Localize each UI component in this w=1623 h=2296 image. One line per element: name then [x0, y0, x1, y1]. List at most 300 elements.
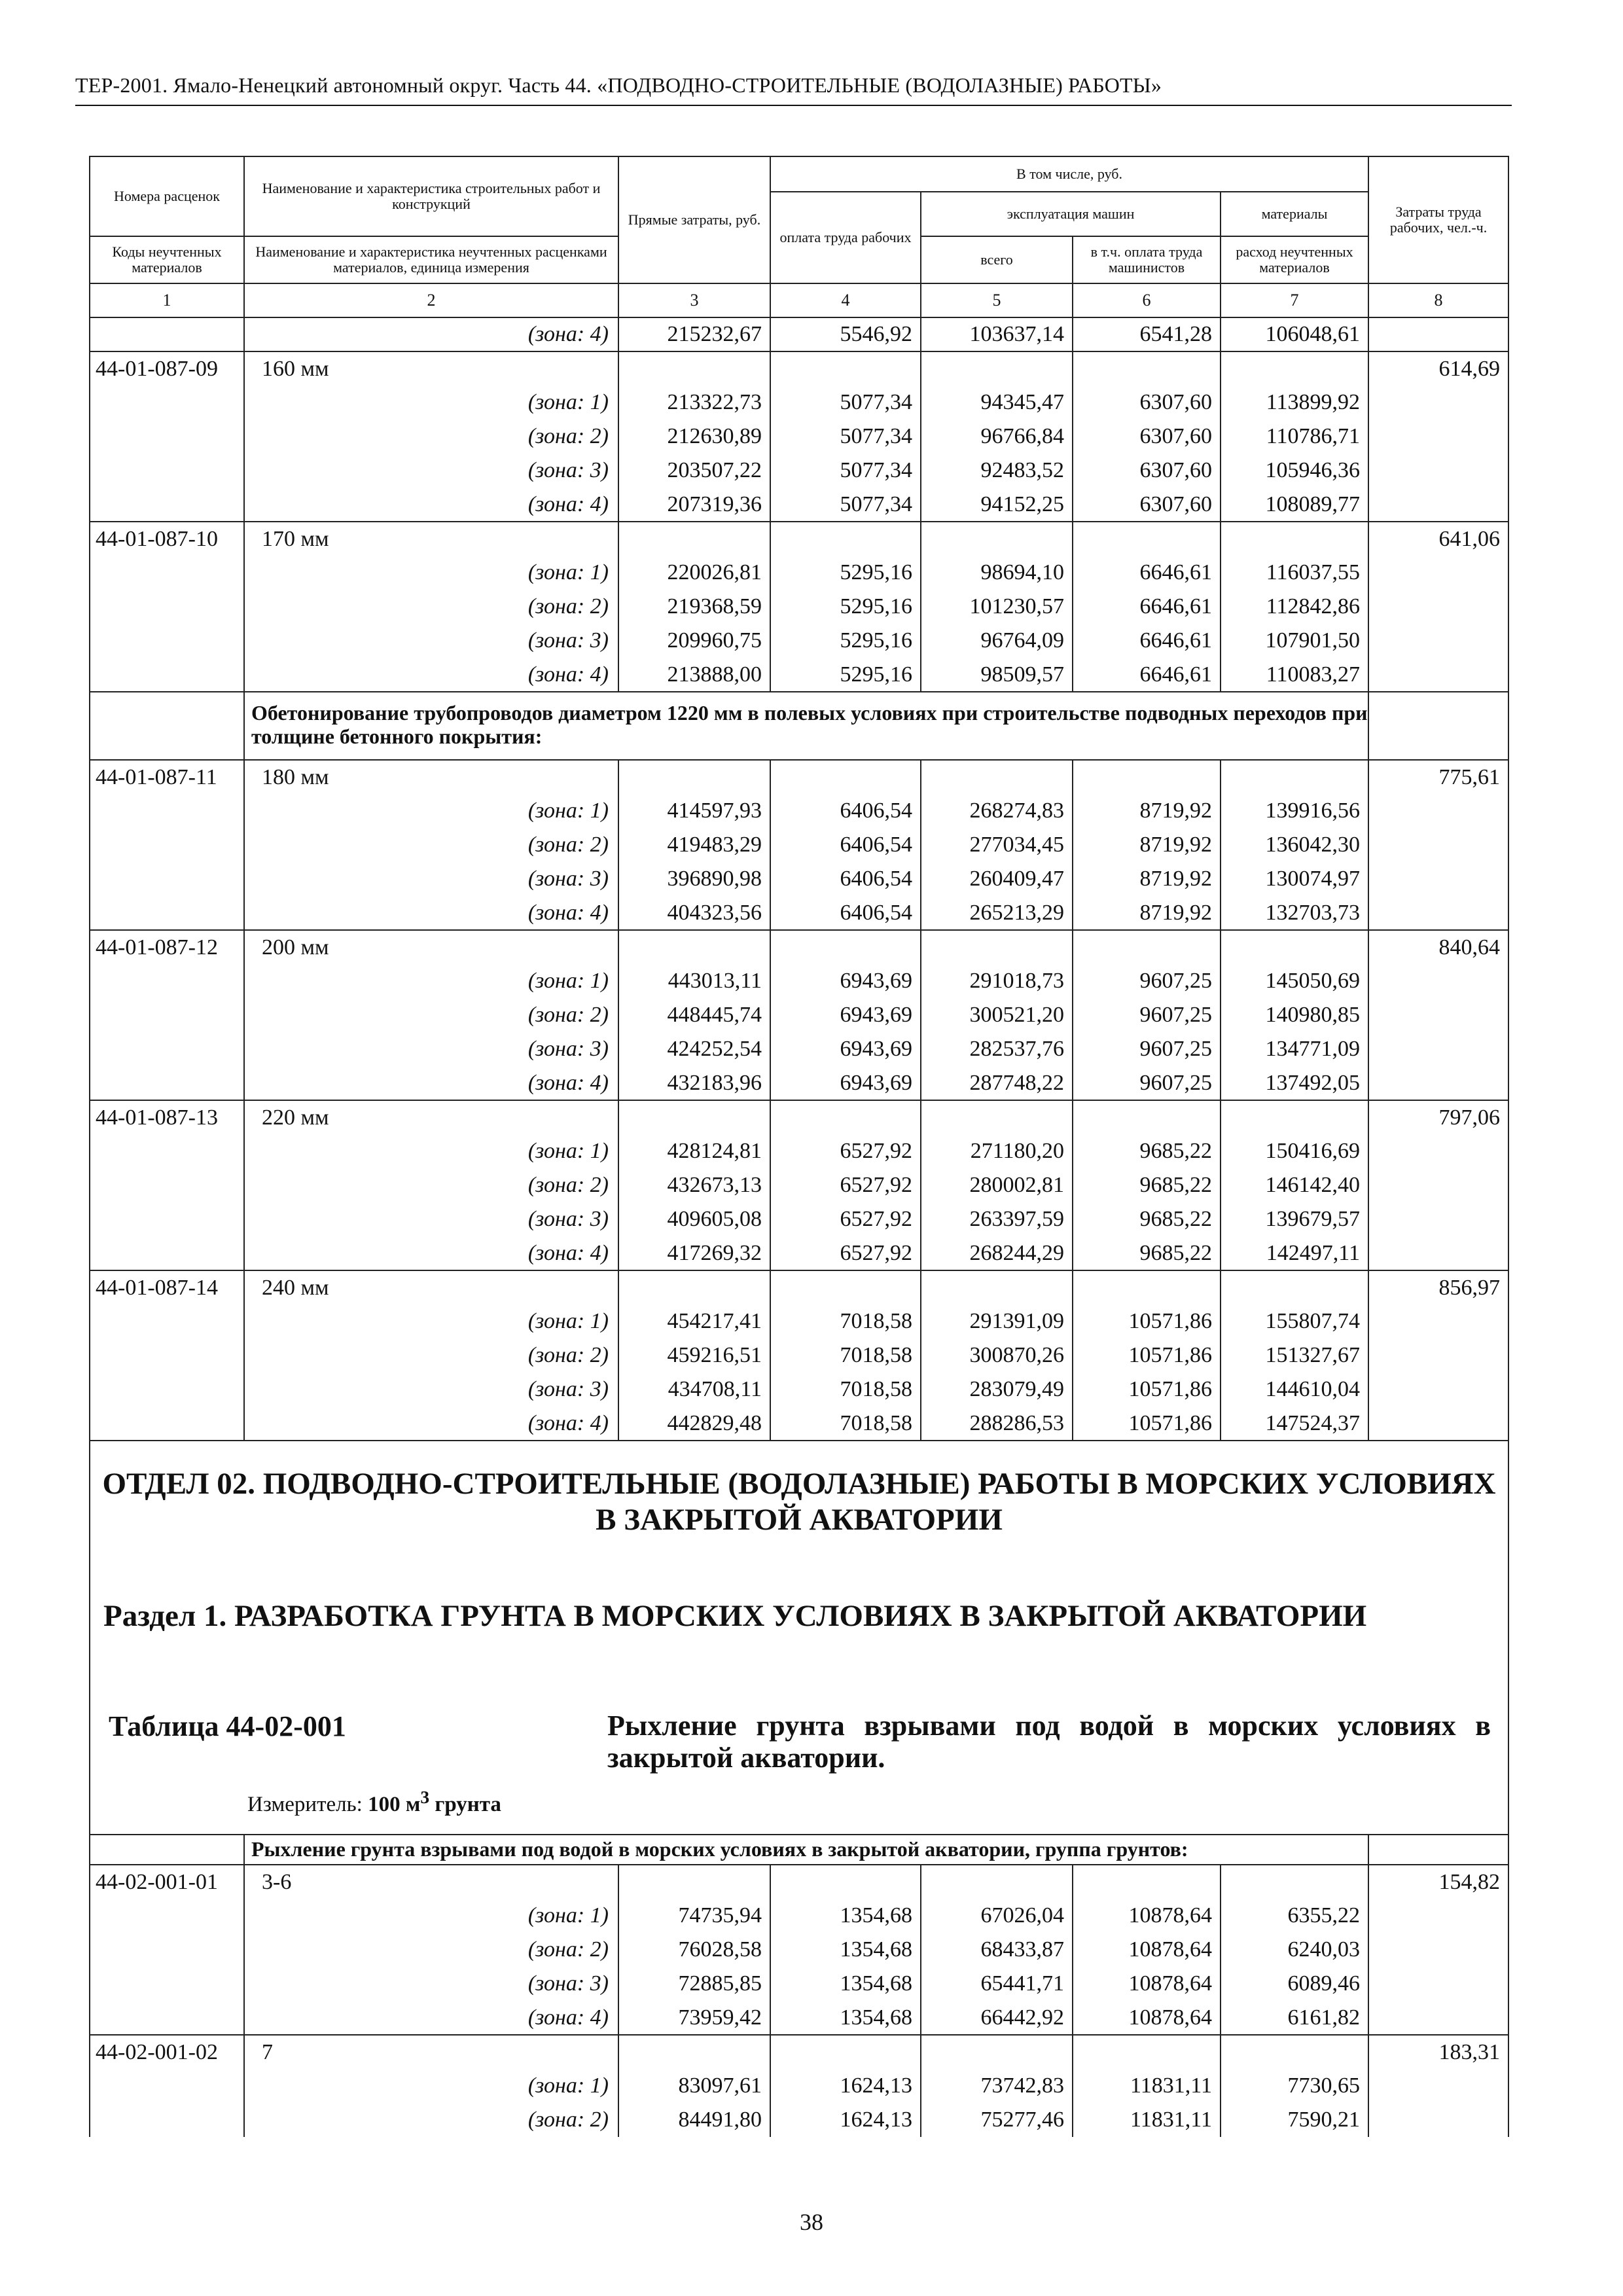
labor-cost-cell	[1368, 454, 1508, 488]
operators-pay-cell: 11831,11	[1073, 2103, 1221, 2137]
code-cell	[90, 692, 244, 760]
rate-code: 44-01-087-14	[90, 1270, 244, 1304]
machines-cell: 98509,57	[921, 658, 1073, 692]
rate-header-row	[90, 760, 1508, 794]
operators-pay-cell: 9685,22	[1073, 1168, 1221, 1202]
labor-cost-cell	[1368, 1338, 1508, 1372]
direct-cost-cell: 428124,81	[618, 1134, 770, 1168]
materials-cell: 106048,61	[1221, 317, 1368, 351]
table-row	[90, 1899, 1508, 1933]
code-cell	[90, 1202, 244, 1236]
zone-label: (зона: 2)	[244, 420, 618, 454]
labor-cost-cell	[1368, 1168, 1508, 1202]
operators-pay-cell: 9685,22	[1073, 1202, 1221, 1236]
operators-pay-cell: 10878,64	[1073, 1967, 1221, 2001]
labor-cost-cell	[1368, 1032, 1508, 1066]
materials-cell: 6355,22	[1221, 1899, 1368, 1933]
labor-cost-cell	[1368, 488, 1508, 522]
machines-cell: 92483,52	[921, 454, 1073, 488]
labor-pay-cell: 5077,34	[770, 454, 921, 488]
materials-cell: 6089,46	[1221, 1967, 1368, 2001]
operators-pay-cell: 9607,25	[1073, 1066, 1221, 1100]
labor-cost-cell	[1368, 896, 1508, 930]
labor-cost-cell: 856,97	[1368, 1270, 1508, 1304]
table-row	[90, 1202, 1508, 1236]
materials-cell	[1221, 930, 1368, 964]
direct-cost-cell	[618, 1100, 770, 1134]
code-cell	[90, 488, 244, 522]
machines-cell: 283079,49	[921, 1372, 1073, 1407]
labor-pay-cell: 5295,16	[770, 624, 921, 658]
materials-cell	[1221, 2035, 1368, 2069]
machines-cell: 271180,20	[921, 1134, 1073, 1168]
rate-header-row	[90, 2035, 1508, 2069]
direct-cost-cell: 212630,89	[618, 420, 770, 454]
zone-label: (зона: 1)	[244, 794, 618, 828]
rate-group-list	[90, 351, 1508, 692]
direct-cost-cell: 76028,58	[618, 1933, 770, 1967]
operators-pay-cell	[1073, 930, 1221, 964]
machines-cell: 263397,59	[921, 1202, 1073, 1236]
direct-cost-cell: 213322,73	[618, 386, 770, 420]
operators-pay-cell: 9685,22	[1073, 1134, 1221, 1168]
direct-cost-cell: 409605,08	[618, 1202, 770, 1236]
operators-pay-cell: 9607,25	[1073, 998, 1221, 1032]
direct-cost-cell: 432673,13	[618, 1168, 770, 1202]
operators-pay-cell: 6307,60	[1073, 488, 1221, 522]
machines-cell: 68433,87	[921, 1933, 1073, 1967]
page-number: 38	[800, 2209, 823, 2235]
direct-cost-cell	[618, 1270, 770, 1304]
materials-cell: 6161,82	[1221, 2001, 1368, 2035]
operators-pay-cell: 6307,60	[1073, 454, 1221, 488]
table-row	[90, 590, 1508, 624]
code-cell	[90, 2069, 244, 2103]
table-row	[90, 862, 1508, 896]
operators-pay-cell	[1073, 1865, 1221, 1899]
machines-cell: 66442,92	[921, 2001, 1073, 2035]
zone-label: (зона: 3)	[244, 1032, 618, 1066]
labor-pay-cell	[770, 760, 921, 794]
direct-cost-cell: 219368,59	[618, 590, 770, 624]
rates-table	[89, 156, 1509, 2137]
code-cell	[90, 1835, 244, 1865]
direct-cost-cell	[618, 2035, 770, 2069]
direct-cost-cell: 454217,41	[618, 1304, 770, 1338]
zone-label: (зона: 1)	[244, 1899, 618, 1933]
direct-cost-cell: 209960,75	[618, 624, 770, 658]
code-cell	[90, 828, 244, 862]
materials-cell: 132703,73	[1221, 896, 1368, 930]
operators-pay-cell: 10571,86	[1073, 1372, 1221, 1407]
header-code-top: Номера расценок	[90, 156, 244, 236]
direct-cost-cell	[618, 351, 770, 386]
operators-pay-cell	[1073, 760, 1221, 794]
labor-pay-cell: 1354,68	[770, 1967, 921, 2001]
table-row	[90, 964, 1508, 998]
measure-superscript: 3	[420, 1787, 430, 1807]
labor-pay-cell: 6943,69	[770, 1032, 921, 1066]
labor-pay-cell	[770, 1865, 921, 1899]
operators-pay-cell	[1073, 522, 1221, 556]
labor-cost-cell	[1368, 420, 1508, 454]
code-cell	[90, 2001, 244, 2035]
group-subheading: Рыхление грунта взрывами под водой в морских условиях в закрытой акватории, группа грунтов:	[244, 1835, 1368, 1865]
direct-cost-cell	[618, 760, 770, 794]
operators-pay-cell: 6646,61	[1073, 590, 1221, 624]
direct-cost-cell: 74735,94	[618, 1899, 770, 1933]
labor-pay-cell: 1354,68	[770, 1899, 921, 1933]
machines-cell: 96764,09	[921, 624, 1073, 658]
labor-pay-cell	[770, 522, 921, 556]
header-materials: материалы	[1221, 192, 1368, 236]
materials-cell: 110083,27	[1221, 658, 1368, 692]
rate-header-row	[90, 1100, 1508, 1134]
code-cell	[90, 454, 244, 488]
labor-pay-cell: 1624,13	[770, 2069, 921, 2103]
operators-pay-cell: 9685,22	[1073, 1236, 1221, 1270]
materials-cell: 137492,05	[1221, 1066, 1368, 1100]
zone-label: (зона: 1)	[244, 386, 618, 420]
labor-pay-cell: 7018,58	[770, 1372, 921, 1407]
labor-cost-cell	[1368, 1372, 1508, 1407]
zone-label: (зона: 1)	[244, 964, 618, 998]
table-row	[90, 1168, 1508, 1202]
machines-cell: 291018,73	[921, 964, 1073, 998]
col-number: 1	[90, 283, 244, 317]
zone-label: (зона: 1)	[244, 2069, 618, 2103]
measure-suffix: грунта	[435, 1793, 501, 1816]
materials-cell	[1221, 760, 1368, 794]
materials-cell: 144610,04	[1221, 1372, 1368, 1407]
zone-label: (зона: 2)	[244, 1338, 618, 1372]
zone-label: (зона: 1)	[244, 1304, 618, 1338]
operators-pay-cell	[1073, 1270, 1221, 1304]
labor-pay-cell: 7018,58	[770, 1304, 921, 1338]
col-number: 3	[618, 283, 770, 317]
materials-cell: 110786,71	[1221, 420, 1368, 454]
zone-label: (зона: 3)	[244, 1202, 618, 1236]
col-number: 7	[1221, 283, 1368, 317]
rate-name: 3-6	[244, 1865, 618, 1899]
header-name-bottom: Наименование и характеристика неучтенных расценками материалов, единица измерения	[244, 236, 618, 283]
materials-cell: 142497,11	[1221, 1236, 1368, 1270]
machines-cell: 96766,84	[921, 420, 1073, 454]
rate-header-row	[90, 1270, 1508, 1304]
labor-pay-cell: 5295,16	[770, 658, 921, 692]
labor-cost-cell	[1368, 1066, 1508, 1100]
machines-cell: 277034,45	[921, 828, 1073, 862]
labor-cost-cell	[1368, 590, 1508, 624]
labor-cost-cell: 154,82	[1368, 1865, 1508, 1899]
labor-pay-cell: 5077,34	[770, 386, 921, 420]
running-header: ТЕР-2001. Ямало-Ненецкий автономный округ. Часть 44. «ПОДВОДНО-СТРОИТЕЛЬНЫЕ (ВОДОЛАЗНЫЕ) РАБОТЫ»	[75, 73, 1162, 97]
labor-cost-cell	[1368, 862, 1508, 896]
table-row	[90, 828, 1508, 862]
materials-cell: 6240,03	[1221, 1933, 1368, 1967]
labor-pay-cell: 5077,34	[770, 488, 921, 522]
machines-cell: 288286,53	[921, 1407, 1073, 1441]
table-description: Рыхление грунта взрывами под водой в морских условиях в закрытой акватории.	[607, 1710, 1491, 1774]
code-cell	[90, 317, 244, 351]
labor-cost-cell	[1368, 692, 1508, 760]
operators-pay-cell: 10571,86	[1073, 1407, 1221, 1441]
labor-cost-cell	[1368, 1407, 1508, 1441]
header-code-bottom: Коды неучтенных материалов	[90, 236, 244, 283]
labor-pay-cell: 6943,69	[770, 1066, 921, 1100]
direct-cost-cell: 72885,85	[618, 1967, 770, 2001]
table-row	[90, 1066, 1508, 1100]
labor-cost-cell	[1368, 317, 1508, 351]
materials-cell: 139916,56	[1221, 794, 1368, 828]
code-cell	[90, 1134, 244, 1168]
operators-pay-cell: 6541,28	[1073, 317, 1221, 351]
code-cell	[90, 1032, 244, 1066]
machines-cell	[921, 930, 1073, 964]
zone-label: (зона: 4)	[244, 1066, 618, 1100]
materials-cell	[1221, 1865, 1368, 1899]
labor-pay-cell: 5295,16	[770, 556, 921, 590]
labor-pay-cell: 6406,54	[770, 896, 921, 930]
table-row	[90, 1134, 1508, 1168]
table-row	[90, 998, 1508, 1032]
rate-header-row	[90, 522, 1508, 556]
table-row	[90, 1933, 1508, 1967]
labor-cost-cell	[1368, 1899, 1508, 1933]
machines-cell: 265213,29	[921, 896, 1073, 930]
table-row	[90, 2069, 1508, 2103]
machines-cell: 65441,71	[921, 1967, 1073, 2001]
direct-cost-cell	[618, 930, 770, 964]
zone-label: (зона: 3)	[244, 454, 618, 488]
group-subheading: Обетонирование трубопроводов диаметром 1220 мм в полевых условиях при строительстве подводных переходов при толщине бетонного покрытия:	[244, 692, 1368, 760]
operators-pay-cell: 10878,64	[1073, 1933, 1221, 1967]
machines-cell: 268274,83	[921, 794, 1073, 828]
direct-cost-cell: 448445,74	[618, 998, 770, 1032]
materials-cell: 116037,55	[1221, 556, 1368, 590]
labor-cost-cell	[1368, 1134, 1508, 1168]
operators-pay-cell: 10878,64	[1073, 2001, 1221, 2035]
materials-cell	[1221, 1270, 1368, 1304]
rate-name: 200 мм	[244, 930, 618, 964]
table-row	[90, 317, 1508, 351]
measure-value: 100 м	[368, 1793, 421, 1816]
machines-cell: 67026,04	[921, 1899, 1073, 1933]
zone-label: (зона: 4)	[244, 488, 618, 522]
operators-pay-cell: 10571,86	[1073, 1304, 1221, 1338]
labor-pay-cell: 5077,34	[770, 420, 921, 454]
materials-cell: 139679,57	[1221, 1202, 1368, 1236]
direct-cost-cell: 203507,22	[618, 454, 770, 488]
machines-cell	[921, 522, 1073, 556]
code-cell	[90, 420, 244, 454]
operators-pay-cell: 6646,61	[1073, 624, 1221, 658]
labor-cost-cell	[1368, 2103, 1508, 2137]
operators-pay-cell: 8719,92	[1073, 862, 1221, 896]
code-cell	[90, 1407, 244, 1441]
header-machines: эксплуатация машин	[921, 192, 1221, 236]
labor-pay-cell	[770, 1100, 921, 1134]
code-cell	[90, 556, 244, 590]
zone-label: (зона: 4)	[244, 1407, 618, 1441]
rate-code: 44-01-087-09	[90, 351, 244, 386]
machines-cell	[921, 1100, 1073, 1134]
rate-code: 44-01-087-10	[90, 522, 244, 556]
zone-label: (зона: 4)	[244, 658, 618, 692]
zone-label: (зона: 4)	[244, 2001, 618, 2035]
direct-cost-cell: 73959,42	[618, 2001, 770, 2035]
materials-cell: 145050,69	[1221, 964, 1368, 998]
header-rule	[75, 105, 1512, 106]
direct-cost-cell: 417269,32	[618, 1236, 770, 1270]
labor-cost-cell	[1368, 1967, 1508, 2001]
materials-cell: 107901,50	[1221, 624, 1368, 658]
header-labor-cost: Затраты труда рабочих, чел.-ч.	[1368, 156, 1508, 283]
code-cell	[90, 1899, 244, 1933]
labor-cost-cell	[1368, 964, 1508, 998]
col-number: 4	[770, 283, 921, 317]
table-row	[90, 488, 1508, 522]
rate-name: 240 мм	[244, 1270, 618, 1304]
machines-cell: 282537,76	[921, 1032, 1073, 1066]
labor-pay-cell: 6943,69	[770, 998, 921, 1032]
materials-cell: 130074,97	[1221, 862, 1368, 896]
machines-cell: 75277,46	[921, 2103, 1073, 2137]
rate-name: 220 мм	[244, 1100, 618, 1134]
operators-pay-cell: 8719,92	[1073, 794, 1221, 828]
materials-cell: 140980,85	[1221, 998, 1368, 1032]
rate-name: 7	[244, 2035, 618, 2069]
operators-pay-cell: 9607,25	[1073, 1032, 1221, 1066]
rate-group-list	[90, 760, 1508, 1441]
code-cell	[90, 2103, 244, 2137]
labor-cost-cell: 641,06	[1368, 522, 1508, 556]
labor-cost-cell	[1368, 794, 1508, 828]
materials-cell: 7730,65	[1221, 2069, 1368, 2103]
rate-header-row	[90, 930, 1508, 964]
materials-cell	[1221, 351, 1368, 386]
table-row	[90, 1372, 1508, 1407]
materials-cell: 112842,86	[1221, 590, 1368, 624]
rate-name: 180 мм	[244, 760, 618, 794]
direct-cost-cell	[618, 522, 770, 556]
header-machine-operators: в т.ч. оплата труда машинистов	[1073, 236, 1221, 283]
table-row	[90, 2001, 1508, 2035]
col-number: 5	[921, 283, 1073, 317]
header-labor-pay: оплата труда рабочих	[770, 192, 921, 283]
rate-code: 44-01-087-11	[90, 760, 244, 794]
labor-pay-cell: 5295,16	[770, 590, 921, 624]
direct-cost-cell: 404323,56	[618, 896, 770, 930]
labor-pay-cell: 6527,92	[770, 1202, 921, 1236]
code-cell	[90, 1372, 244, 1407]
labor-cost-cell	[1368, 658, 1508, 692]
machines-cell	[921, 351, 1073, 386]
labor-cost-cell	[1368, 1835, 1508, 1865]
direct-cost-cell: 434708,11	[618, 1372, 770, 1407]
labor-pay-cell: 6527,92	[770, 1168, 921, 1202]
direct-cost-cell: 207319,36	[618, 488, 770, 522]
zone-label: (зона: 4)	[244, 896, 618, 930]
labor-cost-cell	[1368, 556, 1508, 590]
rate-name: 170 мм	[244, 522, 618, 556]
labor-cost-cell	[1368, 2069, 1508, 2103]
header-including: В том числе, руб.	[770, 156, 1368, 192]
header-direct-costs: Прямые затраты, руб.	[618, 156, 770, 283]
zone-label: (зона: 4)	[244, 1236, 618, 1270]
machines-cell	[921, 1865, 1073, 1899]
materials-cell: 105946,36	[1221, 454, 1368, 488]
code-cell	[90, 896, 244, 930]
labor-cost-cell	[1368, 1933, 1508, 1967]
labor-cost-cell	[1368, 624, 1508, 658]
subheading-block	[90, 692, 1508, 760]
zone-label: (зона: 2)	[244, 1168, 618, 1202]
section-titles	[90, 1441, 1508, 1835]
machines-cell: 300870,26	[921, 1338, 1073, 1372]
materials-cell	[1221, 1100, 1368, 1134]
materials-cell: 134771,09	[1221, 1032, 1368, 1066]
code-cell	[90, 590, 244, 624]
operators-pay-cell: 6646,61	[1073, 556, 1221, 590]
zone-label: (зона: 2)	[244, 590, 618, 624]
labor-pay-cell: 6943,69	[770, 964, 921, 998]
table-header	[90, 156, 1508, 317]
zone-label: (зона: 1)	[244, 1134, 618, 1168]
zone-label: (зона: 1)	[244, 556, 618, 590]
labor-pay-cell	[770, 2035, 921, 2069]
materials-cell: 136042,30	[1221, 828, 1368, 862]
rate-code: 44-02-001-02	[90, 2035, 244, 2069]
labor-cost-cell: 840,64	[1368, 930, 1508, 964]
machines-cell: 94152,25	[921, 488, 1073, 522]
operators-pay-cell: 8719,92	[1073, 896, 1221, 930]
materials-cell: 150416,69	[1221, 1134, 1368, 1168]
machines-cell: 94345,47	[921, 386, 1073, 420]
materials-cell: 151327,67	[1221, 1338, 1368, 1372]
direct-cost-cell: 442829,48	[618, 1407, 770, 1441]
labor-cost-cell	[1368, 1304, 1508, 1338]
rate-name: 160 мм	[244, 351, 618, 386]
table-row	[90, 1967, 1508, 2001]
direct-cost-cell: 213888,00	[618, 658, 770, 692]
code-cell	[90, 1066, 244, 1100]
zone-label: (зона: 2)	[244, 828, 618, 862]
machines-cell	[921, 2035, 1073, 2069]
direct-cost-cell	[618, 1865, 770, 1899]
labor-cost-cell: 797,06	[1368, 1100, 1508, 1134]
labor-pay-cell	[770, 1270, 921, 1304]
machines-cell: 103637,14	[921, 317, 1073, 351]
machines-cell: 260409,47	[921, 862, 1073, 896]
zone-label: (зона: 4)	[244, 317, 618, 351]
table-label: Таблица 44-02-001	[109, 1710, 346, 1742]
code-cell	[90, 624, 244, 658]
labor-pay-cell: 6406,54	[770, 862, 921, 896]
zone-label: (зона: 2)	[244, 998, 618, 1032]
zone-label: (зона: 3)	[244, 1967, 618, 2001]
zone-label: (зона: 3)	[244, 862, 618, 896]
machines-cell: 268244,29	[921, 1236, 1073, 1270]
labor-cost-cell: 614,69	[1368, 351, 1508, 386]
labor-pay-cell: 6527,92	[770, 1134, 921, 1168]
operators-pay-cell: 10571,86	[1073, 1338, 1221, 1372]
rate-group-list	[90, 1865, 1508, 2137]
section-title: Раздел 1. РАЗРАБОТКА ГРУНТА В МОРСКИХ УСЛОВИЯХ В ЗАКРЫТОЙ АКВАТОРИИ	[103, 1599, 1367, 1633]
col-number: 2	[244, 283, 618, 317]
machines-cell	[921, 1270, 1073, 1304]
table-row	[90, 1032, 1508, 1066]
